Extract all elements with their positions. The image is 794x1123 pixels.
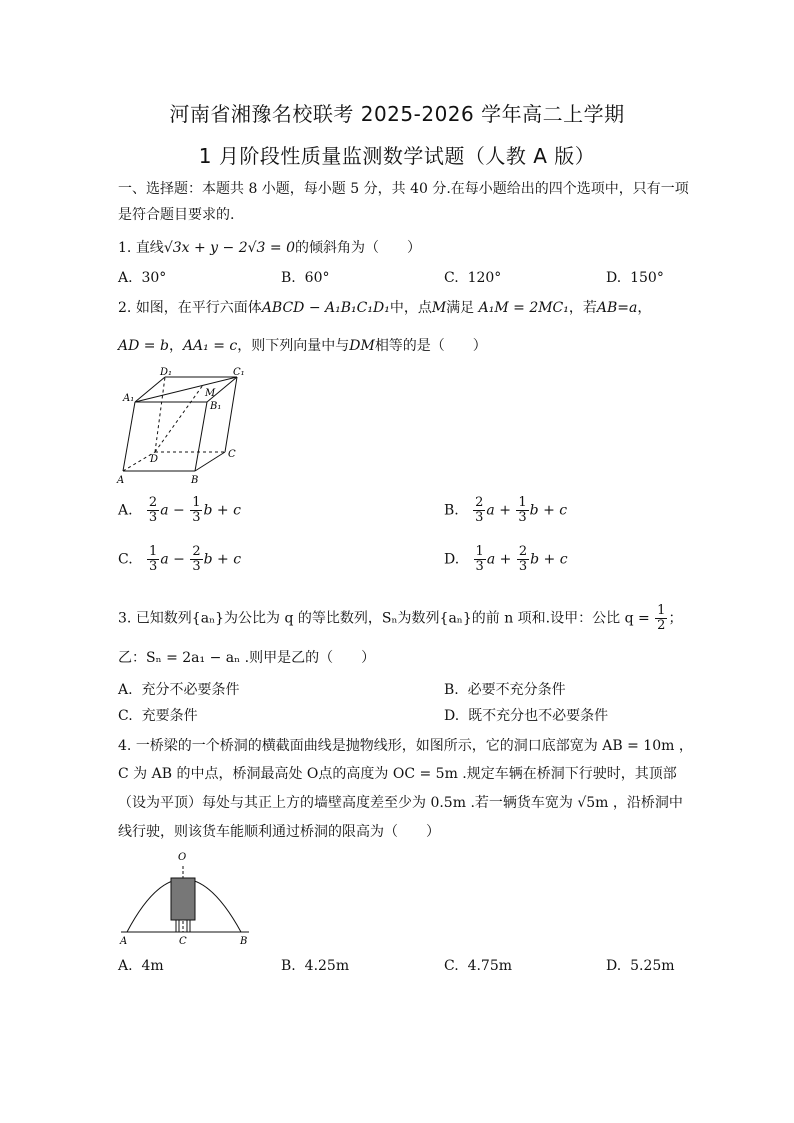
- stem-text: 如图，在平行六面体: [135, 300, 262, 316]
- option-text: 4m: [141, 958, 164, 974]
- question-2-option-b[interactable]: [444, 496, 567, 525]
- operator: −: [173, 502, 185, 519]
- option-key: C.: [118, 708, 133, 724]
- fraction: [147, 545, 159, 574]
- question-3-option-b[interactable]: [444, 680, 566, 700]
- option-key: A.: [118, 270, 133, 286]
- truck-body: [171, 878, 195, 920]
- label-d1: D₁: [160, 367, 173, 378]
- stem-text: 一桥梁的一个桥洞的横截面曲线是抛物线形，如图所示，它的洞口底部宽为 AB = 10m ，: [135, 738, 693, 754]
- label-o: O: [178, 852, 187, 863]
- vector-b: b: [203, 502, 213, 519]
- question-4-stem-line4: 线行驶，则该货车能顺利通过桥洞的限高为（ ）: [118, 824, 440, 840]
- option-key: C.: [118, 551, 133, 568]
- label-a: A: [117, 475, 125, 486]
- vector-aa1: AA₁ = c: [182, 338, 238, 354]
- numerator: 1: [475, 544, 484, 559]
- denominator: 3: [518, 559, 528, 574]
- option-text: 充要条件: [141, 708, 198, 724]
- option-text: 5.25m: [630, 958, 675, 974]
- question-2-stem-line2: [118, 336, 487, 356]
- truck-wheel-left: [176, 920, 179, 932]
- question-3-option-d[interactable]: [444, 706, 608, 726]
- stem-text: ，则下列向量中与: [237, 338, 350, 354]
- stem-text: 已知数列{aₙ}为公比为 q 的等比数列，Sₙ为数列{aₙ}的前 n 项和.设甲：公比 q =: [135, 610, 650, 627]
- label-c: C: [179, 936, 187, 947]
- question-1-option-a[interactable]: [118, 268, 166, 288]
- question-2-option-d[interactable]: [444, 545, 568, 574]
- edge-c-c1: [225, 377, 237, 452]
- question-2-option-c[interactable]: [118, 545, 241, 574]
- label-b: B: [240, 936, 248, 947]
- denominator: 3: [149, 559, 158, 574]
- question-1-option-c[interactable]: [444, 268, 501, 288]
- operator: +: [499, 551, 512, 568]
- label-b: B: [191, 475, 199, 486]
- option-key: B.: [281, 270, 296, 286]
- section-instructions-line1: 一、选择题：本题共 8 小题，每小题 5 分，共 40 分.在每小题给出的四个选项中，只有一项: [118, 181, 689, 197]
- option-key: D.: [444, 551, 460, 568]
- option-text: 既不充分也不必要条件: [468, 708, 609, 724]
- fraction: [516, 496, 528, 525]
- label-m: M: [205, 388, 216, 399]
- section-instructions-line2: 是符合题目要求的.: [118, 207, 235, 223]
- label-c1: C₁: [233, 367, 245, 378]
- numerator: 2: [148, 495, 158, 510]
- vector-dm: DM: [349, 338, 375, 354]
- vector-a: a: [486, 502, 495, 519]
- denominator: 3: [192, 510, 201, 525]
- vector-a: a: [160, 551, 169, 568]
- question-3-stem-line2: 乙：Sₙ = 2a₁ − aₙ .则甲是乙的（ ）: [118, 650, 376, 666]
- option-text: 150°: [630, 270, 664, 286]
- option-key: A.: [118, 958, 133, 974]
- option-key: B.: [444, 502, 459, 519]
- question-3-option-c[interactable]: [118, 706, 198, 726]
- stem-text: ，: [637, 300, 652, 316]
- question-4-option-b[interactable]: [281, 956, 349, 976]
- truck-wheel-right: [187, 920, 190, 932]
- fraction: [190, 496, 202, 525]
- option-key: C.: [444, 958, 459, 974]
- denominator: 3: [192, 559, 201, 574]
- option-key: D.: [606, 958, 622, 974]
- denominator: 3: [475, 510, 484, 525]
- stem-text: 满足: [446, 300, 475, 316]
- question-4-stem-line3: （设为平顶）每处与其正上方的墙壁高度差至少为 0.5m .若一辆货车宽为 √5m ，沿桥洞中: [118, 795, 683, 811]
- operator: −: [173, 551, 185, 568]
- fraction: [190, 545, 202, 574]
- stem-text: ，: [168, 338, 183, 354]
- question-4-option-d[interactable]: [606, 956, 675, 976]
- operator: +: [499, 502, 511, 519]
- question-2-number: 2.: [118, 300, 132, 316]
- denominator: 3: [475, 559, 484, 574]
- denominator: 3: [518, 510, 527, 525]
- fraction: [473, 496, 485, 525]
- vector-b: b: [529, 502, 539, 519]
- label-a: A: [120, 936, 128, 947]
- bridge-arch-figure: [115, 848, 260, 948]
- question-2-option-a[interactable]: [118, 496, 241, 525]
- numerator: 1: [518, 495, 527, 510]
- vector-ab: AB=a: [596, 300, 638, 316]
- question-1-suffix: 的倾斜角为（ ）: [294, 240, 421, 256]
- label-a1: A₁: [123, 393, 135, 404]
- fraction: [517, 545, 529, 574]
- question-1-expression: √3x + y − 2√3 = 0: [163, 240, 295, 256]
- vector-c-term: + c: [217, 551, 242, 568]
- vector-c-term: + c: [543, 502, 568, 519]
- option-text: 充分不必要条件: [141, 682, 240, 698]
- numerator: 1: [192, 495, 201, 510]
- question-1-number: 1.: [118, 240, 132, 256]
- option-key: A.: [118, 682, 133, 698]
- denominator: 3: [148, 510, 158, 525]
- question-4-option-c[interactable]: [444, 956, 512, 976]
- label-d: D: [150, 454, 159, 465]
- option-key: C.: [444, 270, 459, 286]
- option-key: A.: [118, 502, 133, 519]
- option-text: 4.25m: [304, 958, 350, 974]
- option-text: 120°: [467, 270, 502, 286]
- question-3-number: 3.: [118, 610, 132, 627]
- vector-a: a: [486, 551, 496, 568]
- vector-condition: A₁M = 2MC₁: [478, 300, 569, 316]
- question-1-option-b[interactable]: [281, 268, 329, 288]
- numerator: 2: [192, 544, 201, 559]
- option-text: 4.75m: [467, 958, 513, 974]
- stem-text: 中，点: [389, 300, 432, 316]
- label-b1: B₁: [210, 401, 222, 412]
- stem-text: ；: [668, 610, 683, 627]
- parallelepiped-figure: [115, 365, 255, 487]
- edge-b-b1: [195, 402, 207, 471]
- point-m: M: [431, 300, 447, 316]
- edge-a-a1: [123, 402, 135, 471]
- question-4-number: 4.: [118, 738, 132, 754]
- numerator: 2: [475, 495, 484, 510]
- stem-text: ，若: [568, 300, 597, 316]
- question-3-option-a[interactable]: [118, 680, 239, 700]
- vector-b: b: [203, 551, 213, 568]
- fraction-q: [655, 604, 667, 633]
- option-text: 必要不充分条件: [467, 682, 566, 698]
- numerator: 1: [149, 544, 158, 559]
- numerator: 1: [657, 603, 666, 618]
- question-1-stem: [118, 238, 421, 258]
- denominator: 2: [657, 618, 666, 633]
- fraction: [147, 496, 159, 525]
- numerator: 2: [518, 544, 528, 559]
- vector-c-term: + c: [216, 502, 241, 519]
- label-c: C: [228, 449, 236, 460]
- question-3-stem-line1: [118, 604, 682, 633]
- vector-ad: AD = b: [118, 338, 169, 354]
- exam-title-line1: 河南省湘豫名校联考 2025-2026 学年高二上学期: [169, 102, 625, 126]
- question-1-prefix: 直线: [135, 240, 164, 256]
- option-text: 30°: [141, 270, 167, 286]
- vector-a: a: [160, 502, 169, 519]
- edge-b-c: [195, 452, 225, 471]
- question-4-stem-line1: [118, 736, 693, 756]
- question-1-option-d[interactable]: [606, 268, 664, 288]
- option-text: 60°: [304, 270, 330, 286]
- fraction: [474, 545, 486, 574]
- option-key: B.: [281, 958, 296, 974]
- question-4-stem-line2: C 为 AB 的中点，桥洞最高处 O点的高度为 OC = 5m .规定车辆在桥洞下行驶时，其顶部: [118, 766, 677, 782]
- vector-b: b: [530, 551, 540, 568]
- question-2-stem-line1: [118, 298, 651, 318]
- exam-title-line2: 1 月阶段性质量监测数学试题（人教 A 版）: [198, 144, 596, 168]
- vector-c-term: + c: [543, 551, 568, 568]
- option-key: D.: [606, 270, 622, 286]
- stem-text: 相等的是（ ）: [374, 338, 487, 354]
- option-key: D.: [444, 708, 460, 724]
- question-4-option-a[interactable]: [118, 956, 164, 976]
- solid-name: ABCD − A₁B₁C₁D₁: [261, 300, 390, 316]
- option-key: B.: [444, 682, 459, 698]
